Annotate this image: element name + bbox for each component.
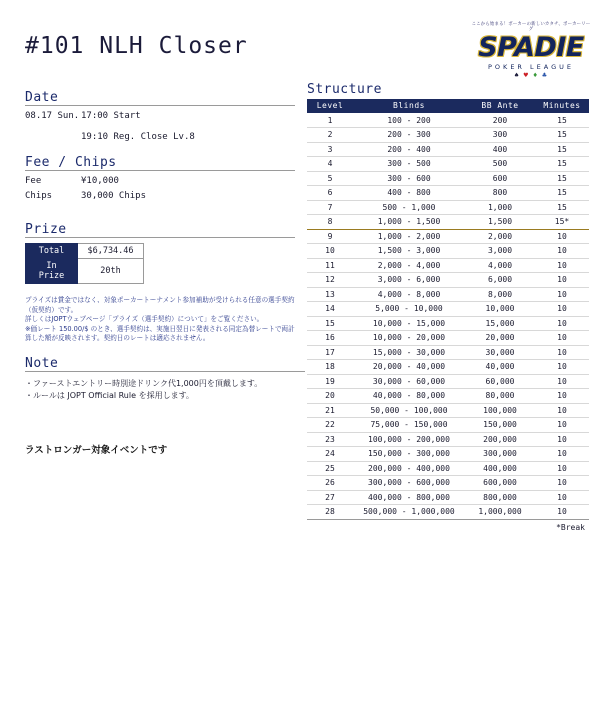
- cell-minutes: 15: [535, 186, 589, 201]
- cell-blinds: 75,000 - 150,000: [353, 418, 465, 433]
- cell-blinds: 100,000 - 200,000: [353, 432, 465, 447]
- cell-bb-ante: 6,000: [465, 273, 535, 288]
- date-section: [25, 90, 295, 143]
- cell-minutes: 10: [535, 505, 589, 520]
- table-row: [307, 258, 589, 273]
- date-regclose-row: [25, 124, 295, 143]
- cell-level: 4: [307, 157, 353, 172]
- table-row: [307, 142, 589, 157]
- cell-blinds: 3,000 - 6,000: [353, 273, 465, 288]
- cell-minutes: 15: [535, 171, 589, 186]
- cell-bb-ante: 600,000: [465, 476, 535, 491]
- cell-bb-ante: 40,000: [465, 360, 535, 375]
- cell-bb-ante: 100,000: [465, 403, 535, 418]
- cell-bb-ante: 800,000: [465, 490, 535, 505]
- table-row: [307, 505, 589, 520]
- prize-inprize-value: 20th: [78, 259, 144, 284]
- table-row: [307, 157, 589, 172]
- structure-header-row: [307, 99, 589, 113]
- cell-minutes: 10: [535, 432, 589, 447]
- cell-bb-ante: 150,000: [465, 418, 535, 433]
- cell-blinds: 40,000 - 80,000: [353, 389, 465, 404]
- table-row: [307, 476, 589, 491]
- cell-blinds: 500,000 - 1,000,000: [353, 505, 465, 520]
- cell-blinds: 1,000 - 2,000: [353, 229, 465, 244]
- cell-level: 22: [307, 418, 353, 433]
- structure-section: [307, 82, 589, 532]
- cell-blinds: 300 - 600: [353, 171, 465, 186]
- cell-bb-ante: 2,000: [465, 229, 535, 244]
- cell-level: 18: [307, 360, 353, 375]
- table-row: [307, 302, 589, 317]
- cell-minutes: 15*: [535, 215, 589, 230]
- cell-blinds: 500 - 1,000: [353, 200, 465, 215]
- table-row: [307, 360, 589, 375]
- page-title: #101 NLH Closer: [25, 33, 248, 59]
- cell-level: 19: [307, 374, 353, 389]
- prize-total-value: $6,734.46: [78, 244, 144, 259]
- cell-bb-ante: 60,000: [465, 374, 535, 389]
- spadie-logo: [470, 22, 592, 80]
- last-longer-section: [25, 438, 305, 457]
- cell-minutes: 10: [535, 244, 589, 259]
- cell-minutes: 10: [535, 461, 589, 476]
- cell-bb-ante: 4,000: [465, 258, 535, 273]
- cell-blinds: 100 - 200: [353, 113, 465, 128]
- cell-level: 8: [307, 215, 353, 230]
- table-row: [307, 374, 589, 389]
- table-row: [307, 490, 589, 505]
- fee-label: Fee: [25, 176, 42, 186]
- cell-level: 24: [307, 447, 353, 462]
- cell-level: 25: [307, 461, 353, 476]
- cell-minutes: 15: [535, 142, 589, 157]
- table-row: [307, 273, 589, 288]
- structure-table-body: [307, 113, 589, 519]
- note-divider: [25, 371, 305, 372]
- prize-table: [25, 243, 144, 284]
- cell-blinds: 300,000 - 600,000: [353, 476, 465, 491]
- cell-minutes: 10: [535, 331, 589, 346]
- cell-minutes: 10: [535, 345, 589, 360]
- table-row: [307, 244, 589, 259]
- cell-blinds: 20,000 - 40,000: [353, 360, 465, 375]
- cell-bb-ante: 600: [465, 171, 535, 186]
- table-row: [307, 331, 589, 346]
- cell-level: 16: [307, 331, 353, 346]
- cell-level: 23: [307, 432, 353, 447]
- table-row: [307, 287, 589, 302]
- fee-divider: [25, 170, 295, 171]
- table-row: [307, 229, 589, 244]
- cell-minutes: 10: [535, 273, 589, 288]
- cell-level: 12: [307, 273, 353, 288]
- cell-level: 20: [307, 389, 353, 404]
- table-row: [307, 171, 589, 186]
- table-row: [307, 447, 589, 462]
- cell-blinds: 1,500 - 3,000: [353, 244, 465, 259]
- table-row: [307, 461, 589, 476]
- cell-bb-ante: 15,000: [465, 316, 535, 331]
- cell-level: 6: [307, 186, 353, 201]
- fine-print-line-2: 詳しくはJOPTウェブページ「プライズ（選手契約）について」をご覧ください。: [25, 315, 264, 324]
- cell-blinds: 400,000 - 800,000: [353, 490, 465, 505]
- cell-level: 17: [307, 345, 353, 360]
- cell-blinds: 10,000 - 20,000: [353, 331, 465, 346]
- prize-heading: Prize: [25, 222, 67, 237]
- prize-divider: [25, 237, 295, 238]
- cell-minutes: 10: [535, 287, 589, 302]
- cell-minutes: 10: [535, 476, 589, 491]
- cell-level: 2: [307, 128, 353, 143]
- cell-blinds: 2,000 - 4,000: [353, 258, 465, 273]
- cell-level: 1: [307, 113, 353, 128]
- chips-value: 30,000 Chips: [81, 191, 147, 201]
- list-item: ・ファーストエントリー時別途ドリンク代1,000円を頂戴します。: [25, 379, 263, 388]
- cell-bb-ante: 8,000: [465, 287, 535, 302]
- prize-section: [25, 222, 295, 284]
- cell-level: 5: [307, 171, 353, 186]
- date-start-row: [25, 111, 295, 121]
- fee-row: [25, 176, 295, 186]
- cell-level: 14: [307, 302, 353, 317]
- cell-blinds: 50,000 - 100,000: [353, 403, 465, 418]
- table-row: [307, 316, 589, 331]
- cell-bb-ante: 200,000: [465, 432, 535, 447]
- table-row: [307, 200, 589, 215]
- cell-level: 13: [307, 287, 353, 302]
- fee-heading: Fee / Chips: [25, 155, 117, 170]
- cell-blinds: 1,000 - 1,500: [353, 215, 465, 230]
- logo-wordmark: SPADIE: [478, 31, 584, 63]
- cell-bb-ante: 1,000,000: [465, 505, 535, 520]
- cell-blinds: 300 - 500: [353, 157, 465, 172]
- card-suits-icon: ♠ ♥ ♦ ♣: [513, 71, 549, 79]
- table-row: [307, 389, 589, 404]
- cell-minutes: 15: [535, 113, 589, 128]
- cell-level: 28: [307, 505, 353, 520]
- cell-blinds: 10,000 - 15,000: [353, 316, 465, 331]
- cell-minutes: 10: [535, 316, 589, 331]
- cell-minutes: 15: [535, 128, 589, 143]
- cell-level: 3: [307, 142, 353, 157]
- cell-blinds: 400 - 800: [353, 186, 465, 201]
- prize-total-label: Total: [26, 244, 78, 259]
- column-header-bb-ante: BB Ante: [465, 99, 535, 113]
- table-row: [307, 403, 589, 418]
- break-note: *Break: [556, 522, 585, 532]
- column-header-blinds: Blinds: [353, 99, 465, 113]
- structure-heading: Structure: [307, 82, 382, 97]
- date-regclose-value: 19:10 Reg. Close Lv.8: [81, 132, 195, 142]
- cell-bb-ante: 10,000: [465, 302, 535, 317]
- cell-bb-ante: 500: [465, 157, 535, 172]
- cell-blinds: 200,000 - 400,000: [353, 461, 465, 476]
- cell-bb-ante: 1,500: [465, 215, 535, 230]
- fine-print-line-1: プライズは賞金ではなく、対象ポーカートーナメント参加補助が受けられる任意の選手契約（仮契約）です。: [25, 296, 295, 314]
- table-row: [307, 345, 589, 360]
- cell-minutes: 10: [535, 403, 589, 418]
- cell-minutes: 10: [535, 360, 589, 375]
- cell-level: 27: [307, 490, 353, 505]
- logo-subtitle: POKER LEAGUE: [488, 62, 574, 71]
- logo-tagline: ここから始まる！ポーカーの新しいカタチ、ポーカーリーグ: [471, 22, 591, 33]
- date-start-value: 17:00 Start: [81, 111, 141, 121]
- cell-minutes: 15: [535, 157, 589, 172]
- date-heading: Date: [25, 90, 59, 105]
- column-header-level: Level: [307, 99, 353, 113]
- cell-minutes: 10: [535, 490, 589, 505]
- cell-minutes: 10: [535, 418, 589, 433]
- date-day-label: 08.17 Sun.: [25, 111, 80, 121]
- cell-level: 15: [307, 316, 353, 331]
- cell-minutes: 10: [535, 389, 589, 404]
- table-row: [307, 215, 589, 230]
- cell-level: 26: [307, 476, 353, 491]
- cell-blinds: 30,000 - 60,000: [353, 374, 465, 389]
- table-row: [307, 418, 589, 433]
- cell-minutes: 15: [535, 200, 589, 215]
- table-row: [26, 244, 144, 259]
- chips-label: Chips: [25, 191, 53, 201]
- cell-minutes: 10: [535, 229, 589, 244]
- fee-chips-section: [25, 155, 295, 201]
- note-list: [25, 378, 305, 402]
- prize-inprize-label: In Prize: [26, 259, 78, 284]
- note-section: [25, 356, 305, 402]
- fine-print-section: [25, 296, 297, 344]
- cell-level: 21: [307, 403, 353, 418]
- table-row: [307, 113, 589, 128]
- table-row: [26, 259, 144, 284]
- cell-bb-ante: 80,000: [465, 389, 535, 404]
- cell-bb-ante: 200: [465, 113, 535, 128]
- cell-minutes: 10: [535, 302, 589, 317]
- cell-bb-ante: 300: [465, 128, 535, 143]
- cell-level: 11: [307, 258, 353, 273]
- fee-value: ¥10,000: [81, 176, 119, 186]
- cell-bb-ante: 400,000: [465, 461, 535, 476]
- note-heading: Note: [25, 356, 59, 371]
- cell-blinds: 200 - 400: [353, 142, 465, 157]
- structure-table: [307, 99, 589, 520]
- cell-level: 9: [307, 229, 353, 244]
- date-divider: [25, 105, 295, 106]
- cell-blinds: 150,000 - 300,000: [353, 447, 465, 462]
- fine-print-line-3: ※価レート 150.00/$ のとき、選手契約は、実施日翌日に発表される同定為替レートで両計算した額が反映されます。契約日のレートは適応されません。: [25, 324, 295, 343]
- cell-blinds: 4,000 - 8,000: [353, 287, 465, 302]
- cell-level: 10: [307, 244, 353, 259]
- list-item: ・ルールは JOPT Official Rule を採用します。: [25, 391, 194, 400]
- table-row: [307, 186, 589, 201]
- cell-bb-ante: 1,000: [465, 200, 535, 215]
- cell-bb-ante: 800: [465, 186, 535, 201]
- cell-blinds: 5,000 - 10,000: [353, 302, 465, 317]
- cell-minutes: 10: [535, 374, 589, 389]
- table-row: [307, 128, 589, 143]
- cell-minutes: 10: [535, 258, 589, 273]
- cell-blinds: 200 - 300: [353, 128, 465, 143]
- cell-bb-ante: 300,000: [465, 447, 535, 462]
- cell-level: 7: [307, 200, 353, 215]
- cell-minutes: 10: [535, 447, 589, 462]
- cell-bb-ante: 30,000: [465, 345, 535, 360]
- cell-bb-ante: 3,000: [465, 244, 535, 259]
- cell-bb-ante: 20,000: [465, 331, 535, 346]
- column-header-minutes: Minutes: [535, 99, 589, 113]
- last-longer-text: ラストロンガー対象イベントです: [25, 445, 168, 456]
- table-row: [307, 432, 589, 447]
- cell-bb-ante: 400: [465, 142, 535, 157]
- cell-blinds: 15,000 - 30,000: [353, 345, 465, 360]
- chips-row: [25, 191, 295, 201]
